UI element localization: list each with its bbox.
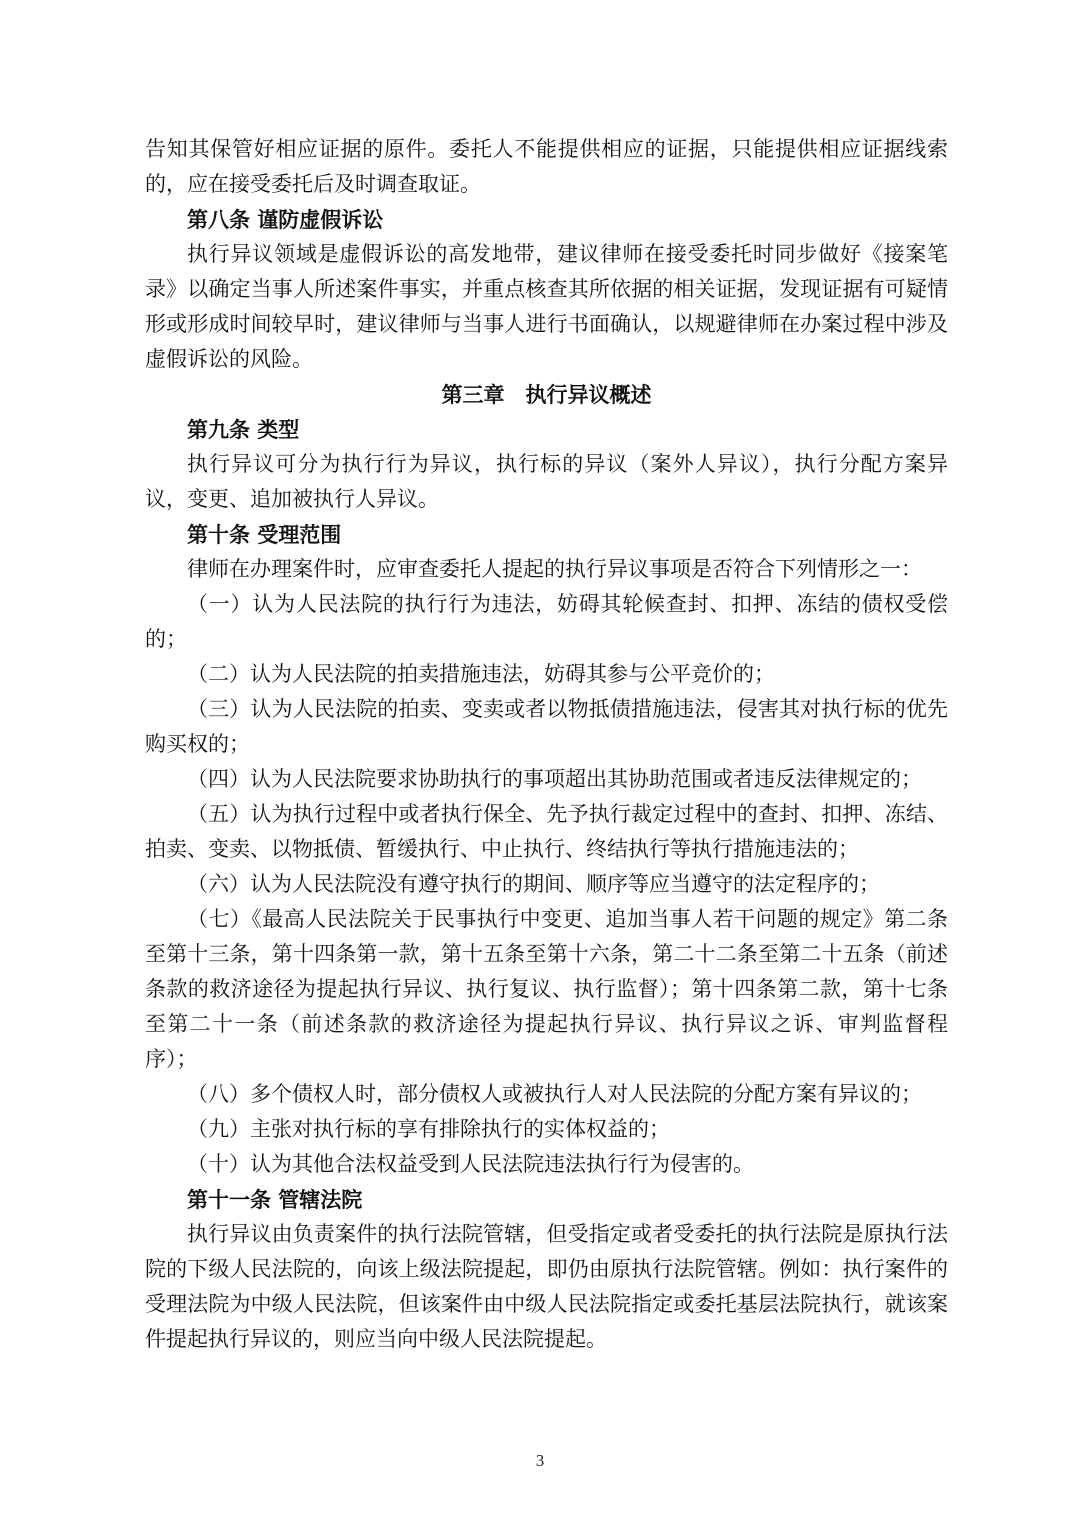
article-11-body: 执行异议由负责案件的执行法院管辖，但受指定或者受委托的执行法院是原执行法院的下级人民法院的，向该上级法院提起，即仍由原执行法院管辖。例如：执行案件的受理法院为中级人民法院，但该案件由中级人民法院指定或委托基层法院执行，就该案件提起执行异议的，则应当向中级人民法院提起。 — [145, 1222, 948, 1351]
article-10-item-1: （一）认为人民法院的执行行为违法，妨碍其轮候查封、扣押、冻结的债权受偿的； — [145, 592, 948, 651]
page-number: 3 — [535, 1451, 545, 1470]
article-9-title: 第九条 类型 — [187, 417, 300, 442]
article-11-title: 第十一条 管辖法院 — [187, 1187, 363, 1212]
document-page — [145, 132, 948, 1357]
article-8-body: 执行异议领域是虚假诉讼的高发地带，建议律师在接受委托时同步做好《接案笔录》以确定当事人所述案件事实，并重点核查其所依据的相关证据，发现证据有可疑情形或形成时间较早时，建议律师与当事人进行书面确认，以规避律师在办案过程中涉及虚假诉讼的风险。 — [145, 242, 948, 371]
article-10-item-5: （五）认为执行过程中或者执行保全、先予执行裁定过程中的查封、扣押、冻结、拍卖、变卖、以物抵债、暂缓执行、中止执行、终结执行等执行措施违法的； — [145, 802, 948, 861]
paragraph-continuation: 告知其保管好相应证据的原件。委托人不能提供相应的证据，只能提供相应证据线索的，应在接受委托后及时调查取证。 — [145, 137, 948, 196]
article-10-item-3: （三）认为人民法院的拍卖、变卖或者以物抵债措施违法，侵害其对执行标的优先购买权的； — [145, 697, 948, 756]
article-10-item-2: （二）认为人民法院的拍卖措施违法，妨碍其参与公平竞价的； — [187, 662, 775, 686]
article-9-body: 执行异议可分为执行行为异议，执行标的异议（案外人异议），执行分配方案异议，变更、追加被执行人异议。 — [145, 452, 948, 511]
article-10-item-9: （九）主张对执行标的享有排除执行的实体权益的； — [187, 1117, 670, 1141]
article-10-item-7: （七）《最高人民法院关于民事执行中变更、追加当事人若干问题的规定》第二条至第十三条，第十四条第一款，第十五条至第十六条，第二十二条至第二十五条（前述条款的救济途径为提起执行异议、执行复议、执行监督）；第十四条第二款，第十七条至第二十一条（前述条款的救济途径为提起执行异议、执行异议之诉、审判监督程序）； — [145, 907, 948, 1071]
chapter-3-heading: 第三章 执行异议概述 — [441, 382, 652, 407]
article-10-item-6: （六）认为人民法院没有遵守执行的期间、顺序等应当遵守的法定程序的； — [187, 872, 880, 896]
article-10-item-10: （十）认为其他合法权益受到人民法院违法执行行为侵害的。 — [187, 1152, 754, 1176]
article-8-title: 第八条 谨防虚假诉讼 — [187, 207, 384, 232]
article-10-item-8: （八）多个债权人时，部分债权人或被执行人对人民法院的分配方案有异议的； — [187, 1082, 922, 1106]
article-10-title: 第十条 受理范围 — [187, 522, 342, 547]
article-10-intro: 律师在办理案件时，应审查委托人提起的执行异议事项是否符合下列情形之一： — [187, 557, 922, 581]
article-10-item-4: （四）认为人民法院要求协助执行的事项超出其协助范围或者违反法律规定的； — [187, 767, 922, 791]
